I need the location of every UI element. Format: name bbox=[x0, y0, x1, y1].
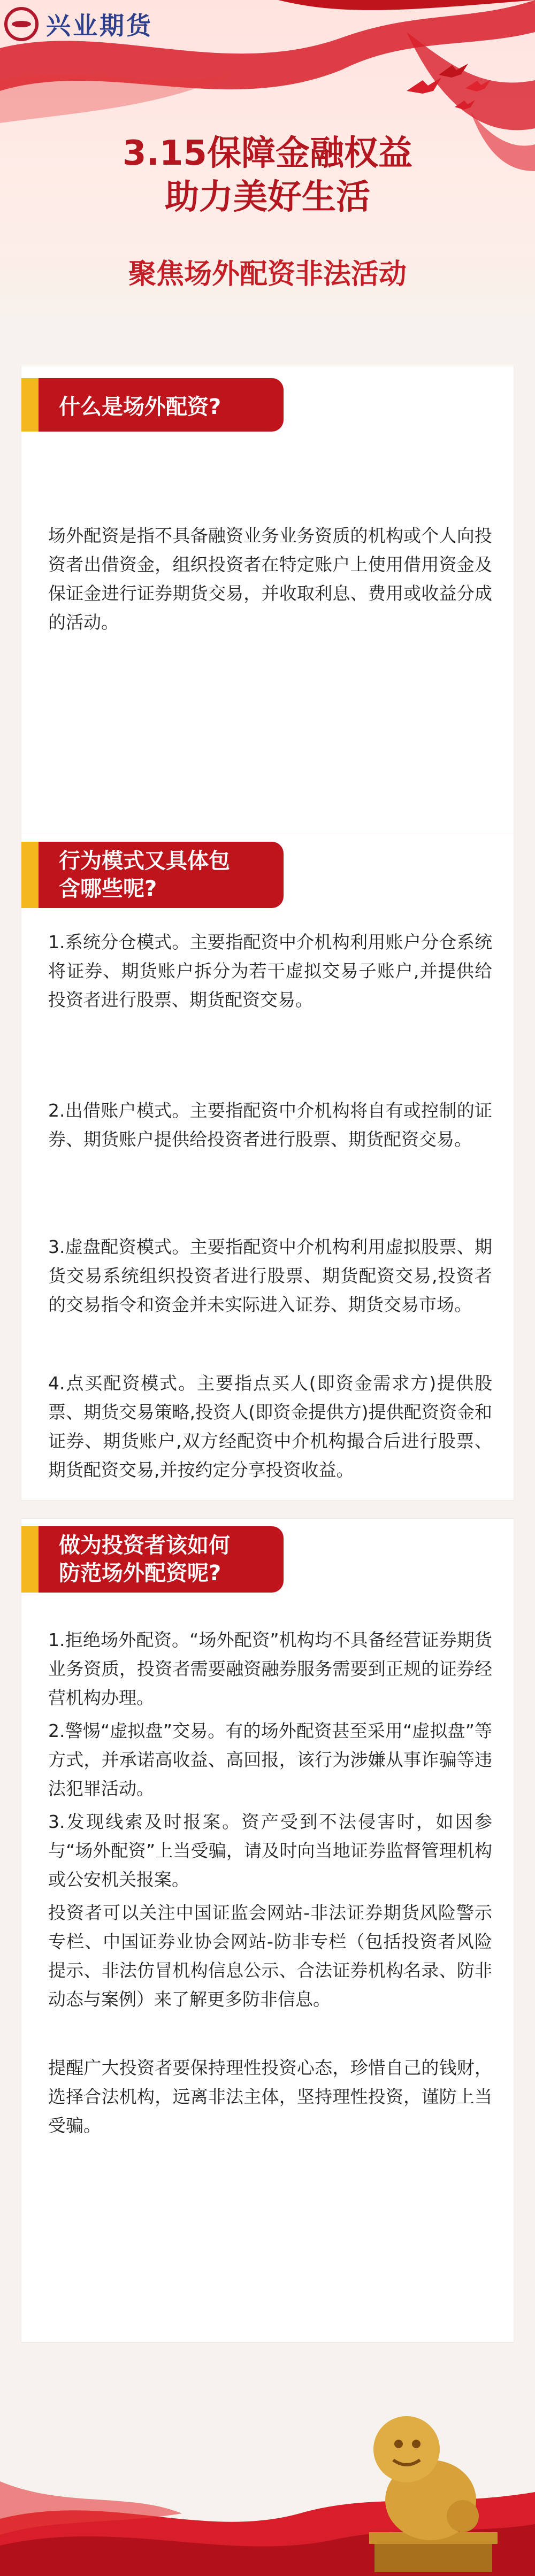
tab-accent-stripe bbox=[21, 1526, 39, 1593]
brand-logo bbox=[0, 0, 153, 48]
paragraph: 场外配资是指不具备融资业务业务资质的机构或个人向投资者出借资金，组织投资者在特定账户上使用借用资金及保证金进行证券期货交易，并收取利息、费用或收益分成的活动。 bbox=[48, 525, 492, 633]
heading-line: 行为模式又具体包 bbox=[59, 849, 230, 873]
logo-text: 兴业期货 bbox=[46, 11, 153, 40]
section-heading-tab bbox=[21, 378, 284, 432]
paragraph: 1.系统分仓模式。主要指配资中介机构利用账户分仓系统将证券、期货账户拆分为若干虚拟交易子账户,并提供给投资者进行股票、期货配资交易。 bbox=[48, 932, 492, 1010]
paragraph: 4.点买配资模式。主要指点买人(即资金需求方)提供股票、期货交易策略,投资人(即资金提供方)提供配资资金和证券、期货账户,双方经配资中介机构撮合后进行股票、期货配资交易,并按约定分享投资收益。 bbox=[48, 1373, 492, 1480]
section-heading bbox=[59, 1532, 230, 1587]
paragraph: 3.发现线索及时报案。资产受到不法侵害时，如因参与“场外配资”上当受骗，请及时向当地证券监督管理机构或公安机关报案。 bbox=[48, 1811, 492, 1890]
tab-accent-stripe bbox=[21, 378, 39, 432]
footer-decoration bbox=[0, 2385, 535, 2576]
doves-icon bbox=[396, 53, 503, 123]
section-heading: 什么是场外配资? bbox=[59, 394, 221, 419]
section-card-prevention bbox=[21, 1519, 514, 2342]
heading-line: 做为投资者该如何 bbox=[59, 1533, 230, 1558]
paragraph: 2.警惕“虚拟盘”交易。有的场外配资甚至采用“虚拟盘”等方式，并承诺高收益、高回报，该行为涉嫌从事诈骗等违法犯罪活动。 bbox=[48, 1720, 492, 1799]
stone-lion-icon bbox=[369, 2416, 498, 2572]
section-card-modes bbox=[21, 834, 514, 1500]
footer-ribbon-and-lion bbox=[0, 2385, 535, 2576]
section-heading-tab bbox=[21, 842, 284, 908]
section-card-definition bbox=[21, 366, 514, 848]
heading-line: 含哪些呢? bbox=[59, 876, 157, 901]
logo-emblem-icon bbox=[4, 7, 39, 41]
section-heading bbox=[59, 847, 230, 903]
page-title-line1: 3.15保障金融权益 bbox=[123, 134, 412, 173]
heading-line: 防范场外配资呢? bbox=[59, 1561, 221, 1586]
paragraph: 提醒广大投资者要保持理性投资心态，珍惜自己的钱财，选择合法机构，远离非法主体，坚持理性投资，谨防上当受骗。 bbox=[48, 2057, 492, 2136]
page-title-line2: 助力美好生活 bbox=[165, 178, 370, 217]
paragraph: 投资者可以关注中国证监会网站-非法证券期货风险警示专栏、中国证券业协会网站-防非专栏（包括投资者风险提示、非法仿冒机构信息公示、合法证券机构名录、防非动态与案例）来了解更多防非信息。 bbox=[48, 1902, 492, 2010]
paragraph: 2.出借账户模式。主要指配资中介机构将自有或控制的证券、期货账户提供给投资者进行股票、期货配资交易。 bbox=[48, 1100, 492, 1150]
tab-accent-stripe bbox=[21, 842, 39, 908]
paragraph: 1.拒绝场外配资。“场外配资”机构均不具备经营证券期货业务资质，投资者需要融资融券服务需要到正规的证券经营机构办理。 bbox=[48, 1629, 492, 1708]
section-heading-tab bbox=[21, 1526, 284, 1593]
paragraph: 3.虚盘配资模式。主要指配资中介机构利用虚拟股票、期货交易系统组织投资者进行股票、期货配资交易,投资者的交易指令和资金并未实际进入证券、期货交易市场。 bbox=[48, 1236, 492, 1315]
page-subtitle: 聚焦场外配资非法活动 bbox=[128, 258, 407, 290]
